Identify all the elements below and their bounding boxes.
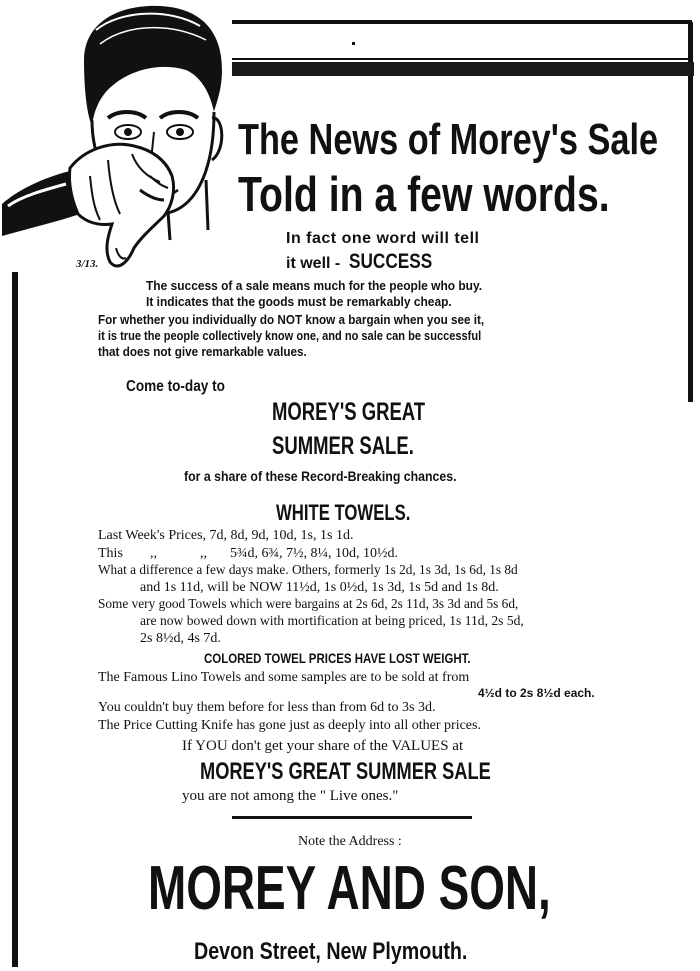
ditto-mark-2: ,, — [200, 546, 207, 561]
lino-towels-line: The Famous Lino Towels and some samples are to be sold at from — [98, 670, 470, 685]
firm-name: MOREY AND SON, — [148, 854, 551, 923]
illustration-caption: 3/13. — [76, 258, 99, 270]
headline-line-1: The News of Morey's Sale — [238, 115, 659, 164]
frame-mid-rule-thin — [232, 58, 690, 60]
good-towels-line-3: 2s 8½d, 4s 7d. — [140, 631, 221, 646]
frame-right-rule — [688, 22, 693, 402]
closing-sale-name: MOREY'S GREAT SUMMER SALE — [200, 758, 491, 785]
before-price-line: You couldn't buy them before for less than from 6d to 3s 3d. — [98, 700, 436, 715]
intro-line-3: For whether you individually do NOT know a bargain when you see it, — [98, 312, 485, 327]
come-today: Come to-day to — [126, 378, 225, 395]
tagline-line-1: In fact one word will tell — [286, 230, 480, 247]
difference-line-2: and 1s 11d, will be NOW 11½d, 1s 0½d, 1s 3d, 1s 5d and 1s 8d. — [140, 580, 499, 595]
lino-towels-price: 4½d to 2s 8½d each. — [478, 686, 595, 700]
if-you-line: If YOU don't get your share of the VALUES at — [182, 738, 464, 754]
frame-left-rule — [12, 272, 18, 967]
dot — [352, 42, 355, 45]
this-week-prices: 5¾d, 6¾, 7½, 8¼, 10d, 10½d. — [230, 546, 398, 561]
closing-divider — [232, 816, 472, 819]
sale-line-2: SUMMER SALE. — [272, 432, 414, 460]
white-towels-heading: WHITE TOWELS. — [276, 500, 411, 525]
ditto-mark-1: ,, — [150, 546, 157, 561]
difference-line-1: What a difference a few days make. Others, formerly 1s 2d, 1s 3d, 1s 6d, 1s 8d — [98, 563, 518, 578]
intro-line-1: The success of a sale means much for the people who buy. — [146, 278, 483, 293]
pointing-man-illustration — [0, 0, 240, 280]
tagline-line-2-prefix: it well - — [286, 255, 341, 272]
sale-line-1: MOREY'S GREAT — [272, 398, 426, 426]
headline-line-2: Told in a few words. — [238, 168, 610, 222]
good-towels-line-1: Some very good Towels which were bargains at 2s 6d, 2s 11d, 3s 3d and 5s 6d, — [98, 597, 519, 612]
tagline-line-2 — [286, 250, 450, 274]
good-towels-line-2: are now bowed down with mortification at being priced, 1s 11d, 2s 5d, — [140, 614, 524, 629]
price-cutting-line: The Price Cutting Knife has gone just as deeply into all other prices. — [98, 718, 481, 733]
frame-top-rule — [232, 20, 692, 24]
colored-towels-heading: COLORED TOWEL PRICES HAVE LOST WEIGHT. — [204, 650, 471, 666]
success-word: SUCCESS — [348, 250, 432, 273]
intro-line-5: that does not give remarkable values. — [98, 344, 307, 359]
frame-mid-rule — [232, 62, 694, 76]
live-ones-line: you are not among the " Live ones." — [182, 788, 399, 804]
note-address: Note the Address : — [298, 834, 402, 849]
share-line: for a share of these Record-Breaking chances. — [184, 468, 457, 484]
last-week-prices: Last Week's Prices, 7d, 8d, 9d, 10d, 1s, 1s 1d. — [98, 528, 354, 543]
this-week-label: This — [98, 546, 123, 561]
firm-address: Devon Street, New Plymouth. — [194, 938, 468, 965]
intro-line-4: it is true the people collectively know one, and no sale can be successful — [98, 328, 482, 343]
intro-line-2: It indicates that the goods must be remarkably cheap. — [146, 294, 452, 309]
